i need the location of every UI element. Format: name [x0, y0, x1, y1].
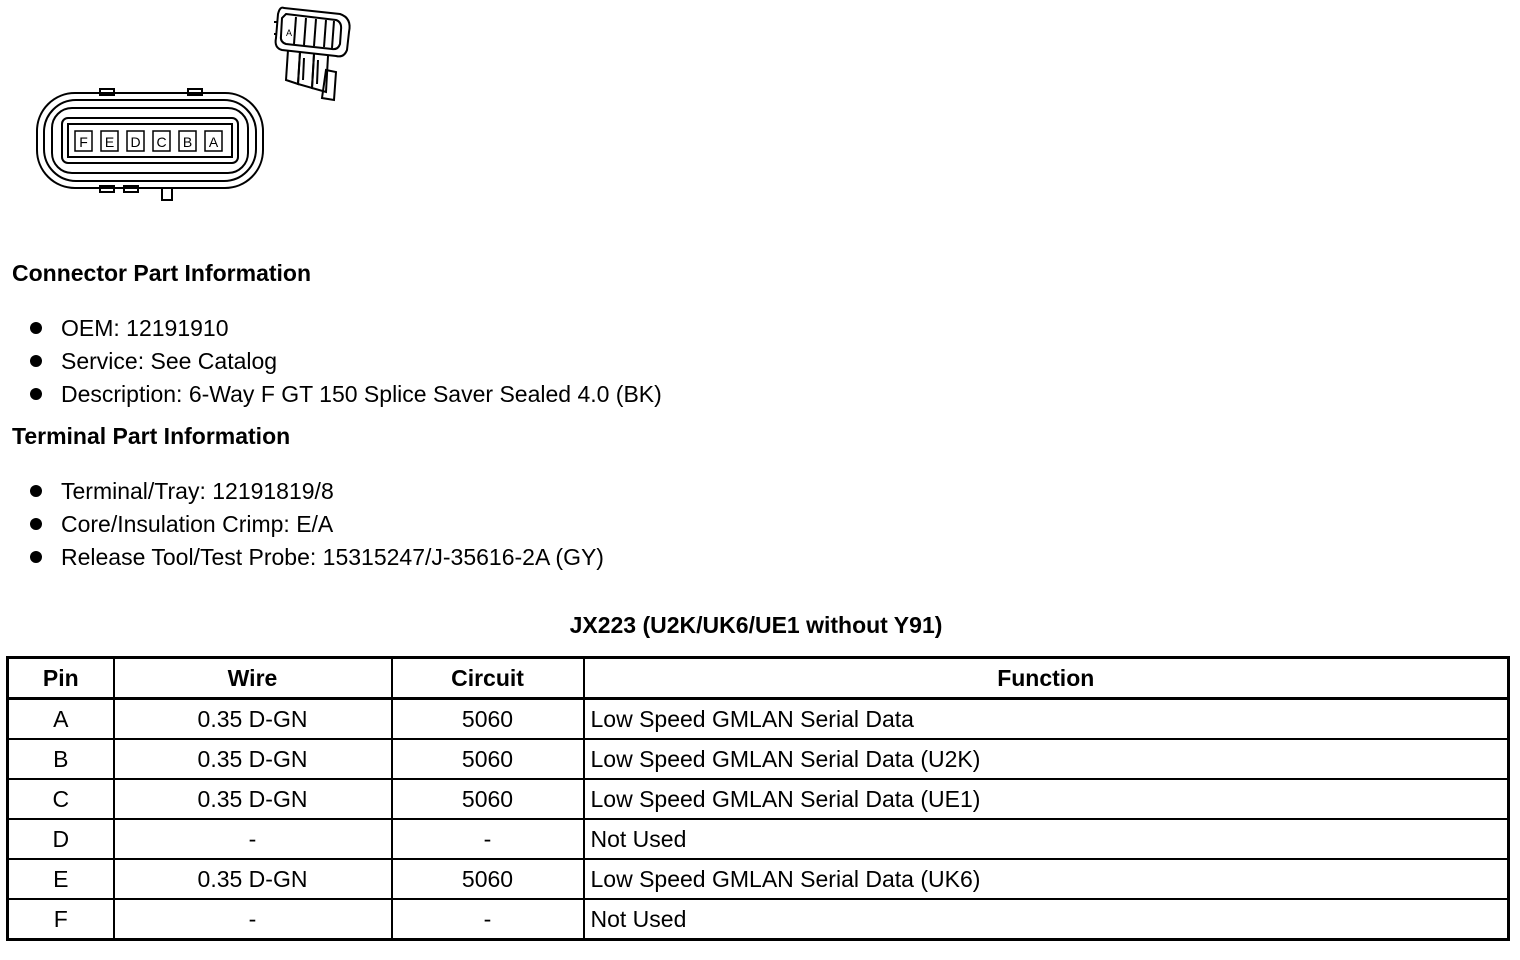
bullet-icon — [30, 518, 42, 530]
cavity-label-A: A — [208, 134, 219, 150]
circuit-cell: 5060 — [392, 779, 584, 819]
connector-illustration — [0, 0, 370, 210]
connector-side-view — [274, 8, 350, 100]
cavity-label-D: D — [130, 134, 141, 150]
wire-cell: 0.35 D-GN — [114, 739, 392, 779]
wire-cell: - — [114, 819, 392, 859]
wire-cell: - — [114, 899, 392, 940]
list-item — [28, 378, 662, 411]
function-cell: Low Speed GMLAN Serial Data — [584, 699, 1509, 740]
list-item — [28, 345, 662, 378]
function-cell: Low Speed GMLAN Serial Data (UE1) — [584, 779, 1509, 819]
circuit-cell: - — [392, 899, 584, 940]
function-cell: Not Used — [584, 819, 1509, 859]
terminal-crimp: Core/Insulation Crimp: E/A — [61, 511, 334, 537]
bullet-icon — [30, 388, 42, 400]
bullet-icon — [30, 322, 42, 334]
pin-cell: F — [8, 899, 114, 940]
wire-cell: 0.35 D-GN — [114, 699, 392, 740]
cavity-label-B: B — [182, 134, 193, 150]
table-row — [8, 739, 1509, 779]
function-cell: Low Speed GMLAN Serial Data (UK6) — [584, 859, 1509, 899]
pin-cell: E — [8, 859, 114, 899]
bullet-icon — [30, 355, 42, 367]
cavity-label-C: C — [156, 134, 167, 150]
connector-oem: OEM: 12191910 — [61, 315, 229, 341]
circuit-cell: 5060 — [392, 739, 584, 779]
table-row — [8, 699, 1509, 740]
wire-cell: 0.35 D-GN — [114, 859, 392, 899]
pin-cell: D — [8, 819, 114, 859]
pinout-table — [6, 656, 1510, 941]
list-item — [28, 541, 604, 574]
column-header-wire: Wire — [114, 658, 392, 699]
connector-part-info-list — [28, 312, 662, 411]
table-row — [8, 859, 1509, 899]
pinout-table-title: JX223 (U2K/UK6/UE1 without Y91) — [569, 612, 943, 638]
connector-description: Description: 6-Way F GT 150 Splice Saver Sealed 4.0 (BK) — [61, 381, 662, 407]
bullet-icon — [30, 551, 42, 563]
column-header-pin: Pin — [8, 658, 114, 699]
table-row — [8, 779, 1509, 819]
cavity-label-E: E — [104, 134, 115, 150]
pin-cell: A — [8, 699, 114, 740]
pin-cell: B — [8, 739, 114, 779]
terminal-part-info-list — [28, 475, 604, 574]
terminal-part-info-heading: Terminal Part Information — [12, 423, 291, 449]
list-item — [28, 312, 662, 345]
pin-cell: C — [8, 779, 114, 819]
list-item — [28, 475, 604, 508]
connector-side-view-letter: A — [286, 28, 293, 38]
circuit-cell: - — [392, 819, 584, 859]
table-row — [8, 899, 1509, 940]
function-cell: Not Used — [584, 899, 1509, 940]
circuit-cell: 5060 — [392, 699, 584, 740]
cavity-label-F: F — [79, 134, 88, 150]
terminal-tray: Terminal/Tray: 12191819/8 — [61, 478, 334, 504]
list-item — [28, 508, 604, 541]
terminal-release-tool: Release Tool/Test Probe: 15315247/J-35616-2A (GY) — [61, 544, 604, 570]
connector-service: Service: See Catalog — [61, 348, 278, 374]
table-header-row — [8, 658, 1509, 699]
connector-face-view — [37, 89, 263, 200]
function-cell: Low Speed GMLAN Serial Data (U2K) — [584, 739, 1509, 779]
bullet-icon — [30, 485, 42, 497]
table-row — [8, 819, 1509, 859]
column-header-function: Function — [584, 658, 1509, 699]
connector-part-info-heading: Connector Part Information — [12, 260, 312, 286]
connector-cavities — [75, 131, 222, 151]
wire-cell: 0.35 D-GN — [114, 779, 392, 819]
circuit-cell: 5060 — [392, 859, 584, 899]
column-header-circuit: Circuit — [392, 658, 584, 699]
